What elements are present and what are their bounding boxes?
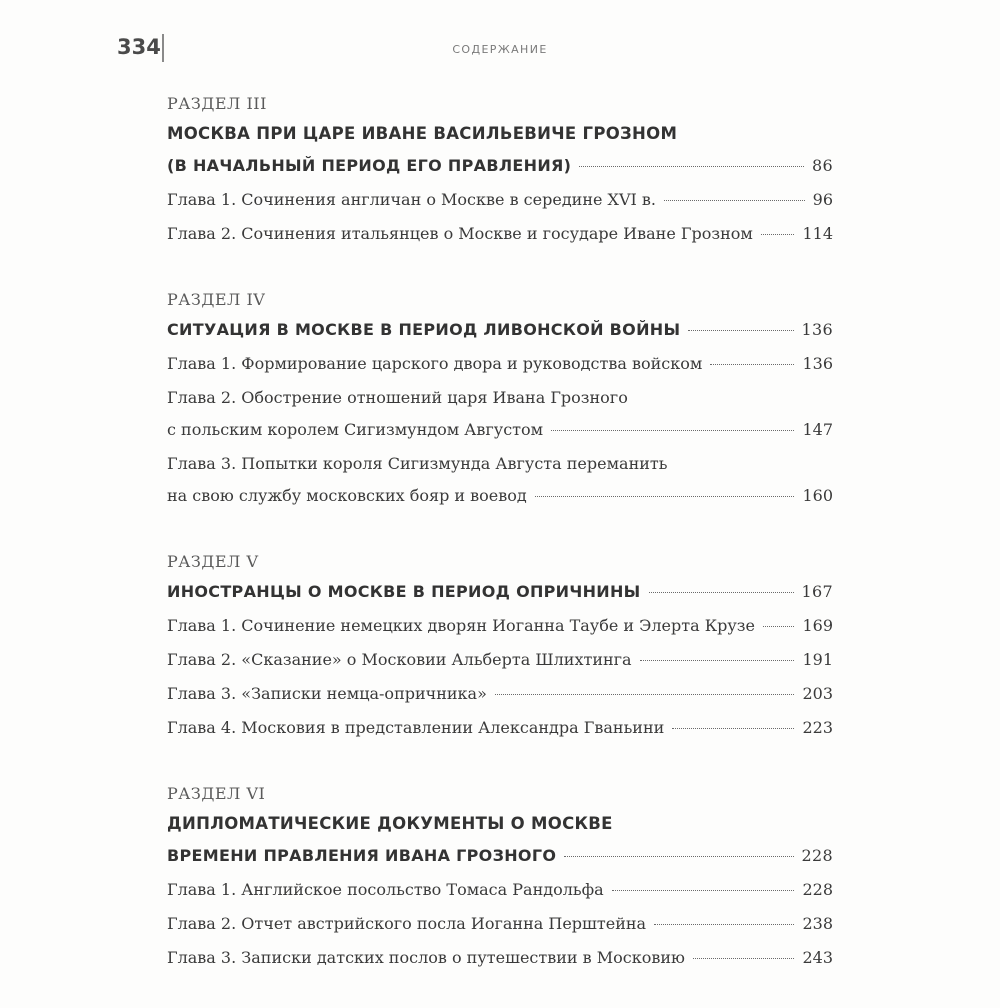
dot-leader: [564, 856, 793, 857]
section-title-text: СИТУАЦИЯ В МОСКВЕ В ПЕРИОД ЛИВОНСКОЙ ВОЙНЫ: [167, 320, 681, 339]
section-label: РАЗДЕЛ VI: [167, 784, 266, 803]
running-head: СОДЕРЖАНИЕ: [452, 43, 548, 56]
chapter-title-entry: [167, 874, 833, 906]
dot-leader: [535, 496, 795, 497]
dot-leader: [710, 364, 794, 365]
dot-leader: [654, 924, 794, 925]
chapter-title-entry: [167, 610, 833, 642]
section-title-entry: [167, 314, 833, 346]
chapter-title-line: Глава 2. Обострение отношений царя Ивана Грозного: [167, 388, 628, 407]
section-title: [167, 808, 833, 872]
dot-leader: [640, 660, 795, 661]
section-title-text: (В НАЧАЛЬНЫЙ ПЕРИОД ЕГО ПРАВЛЕНИЯ): [167, 156, 572, 175]
section-title: [167, 118, 833, 182]
chapter-item: [167, 908, 833, 940]
section-label: РАЗДЕЛ V: [167, 552, 259, 571]
section-label: РАЗДЕЛ IV: [167, 290, 266, 309]
chapter-item: [167, 610, 833, 642]
dot-leader: [761, 234, 795, 235]
dot-leader: [612, 890, 795, 891]
chapter-title-entry: [167, 908, 833, 940]
page-ref: 167: [801, 582, 833, 601]
page-ref: 243: [802, 948, 833, 967]
dot-leader: [688, 330, 793, 331]
chapter-item: [167, 382, 833, 446]
toc-section: [167, 88, 833, 250]
chapter-item: [167, 184, 833, 216]
chapter-title-text: Глава 1. Сочинения англичан о Москве в середине XVI в.: [167, 190, 656, 209]
chapter-item: [167, 874, 833, 906]
chapter-title-text: с польским королем Сигизмундом Августом: [167, 420, 544, 439]
section-title-line: ДИПЛОМАТИЧЕСКИЕ ДОКУМЕНТЫ О МОСКВЕ: [167, 814, 613, 833]
dot-leader: [495, 694, 795, 695]
section-title-line: МОСКВА ПРИ ЦАРЕ ИВАНЕ ВАСИЛЬЕВИЧЕ ГРОЗНОМ: [167, 124, 678, 143]
chapter-title-text: Глава 1. Формирование царского двора и руководства войском: [167, 354, 703, 373]
dot-leader: [551, 430, 794, 431]
table-of-contents: [167, 88, 833, 1008]
page-ref: 228: [802, 880, 833, 899]
page-number: 334: [117, 35, 161, 59]
page-ref: 86: [812, 156, 833, 175]
chapter-item: [167, 448, 833, 512]
section-title-entry: [167, 840, 833, 872]
chapter-title-text: Глава 2. Сочинения итальянцев о Москве и государе Иване Грозном: [167, 224, 753, 243]
page-ref: 169: [802, 616, 833, 635]
chapter-title-text: Глава 2. Отчет австрийского посла Иоганна Перштейна: [167, 914, 647, 933]
page-ref: 136: [801, 320, 833, 339]
page-ref: 136: [802, 354, 833, 373]
chapter-title-entry: [167, 218, 833, 250]
chapter-title-text: Глава 1. Сочинение немецких дворян Иоганна Таубе и Элерта Крузе: [167, 616, 755, 635]
chapter-title-text: Глава 2. «Сказание» о Московии Альберта Шлихтинга: [167, 650, 632, 669]
section-label: РАЗДЕЛ III: [167, 94, 267, 113]
chapter-title-text: Глава 3. «Записки немца-опричника»: [167, 684, 487, 703]
chapter-item: [167, 678, 833, 710]
page-ref: 114: [802, 224, 833, 243]
page-ref: 238: [802, 914, 833, 933]
chapter-title-entry: [167, 348, 833, 380]
page-ref: 160: [802, 486, 833, 505]
chapter-title-text: Глава 1. Английское посольство Томаса Рандольфа: [167, 880, 604, 899]
page-ref: 147: [802, 420, 833, 439]
chapter-title-line: Глава 3. Попытки короля Сигизмунда Августа переманить: [167, 454, 668, 473]
page-ref: 96: [812, 190, 833, 209]
section-title-text: ВРЕМЕНИ ПРАВЛЕНИЯ ИВАНА ГРОЗНОГО: [167, 846, 557, 865]
toc-section: [167, 284, 833, 512]
dot-leader: [664, 200, 805, 201]
dot-leader: [763, 626, 795, 627]
chapter-title-entry: [167, 644, 833, 676]
dot-leader: [649, 592, 794, 593]
section-title-entry: [167, 576, 833, 608]
dot-leader: [693, 958, 795, 959]
chapter-title-entry: [167, 184, 833, 216]
chapter-title-entry: [167, 414, 833, 446]
chapter-item: [167, 712, 833, 744]
chapter-title-entry: [167, 678, 833, 710]
chapter-item: [167, 218, 833, 250]
page-ref: 191: [802, 650, 833, 669]
section-title-entry: [167, 150, 833, 182]
section-title: [167, 314, 833, 346]
page-ref: 203: [802, 684, 833, 703]
chapter-title-entry: [167, 480, 833, 512]
dot-leader: [672, 728, 794, 729]
page-ref: 223: [802, 718, 833, 737]
section-title-text: ИНОСТРАНЦЫ О МОСКВЕ В ПЕРИОД ОПРИЧНИНЫ: [167, 582, 641, 601]
chapter-item: [167, 942, 833, 974]
chapter-title-text: на свою службу московских бояр и воевод: [167, 486, 527, 505]
section-title: [167, 576, 833, 608]
chapter-title-text: Глава 3. Записки датских послов о путешествии в Московию: [167, 948, 685, 967]
toc-section: [167, 778, 833, 974]
chapter-item: [167, 644, 833, 676]
chapter-title-entry: [167, 712, 833, 744]
page-ref: 228: [801, 846, 833, 865]
chapter-title-entry: [167, 942, 833, 974]
dot-leader: [579, 166, 804, 167]
chapter-item: [167, 348, 833, 380]
toc-section: [167, 546, 833, 744]
chapter-title-text: Глава 4. Московия в представлении Александра Гваньини: [167, 718, 665, 737]
